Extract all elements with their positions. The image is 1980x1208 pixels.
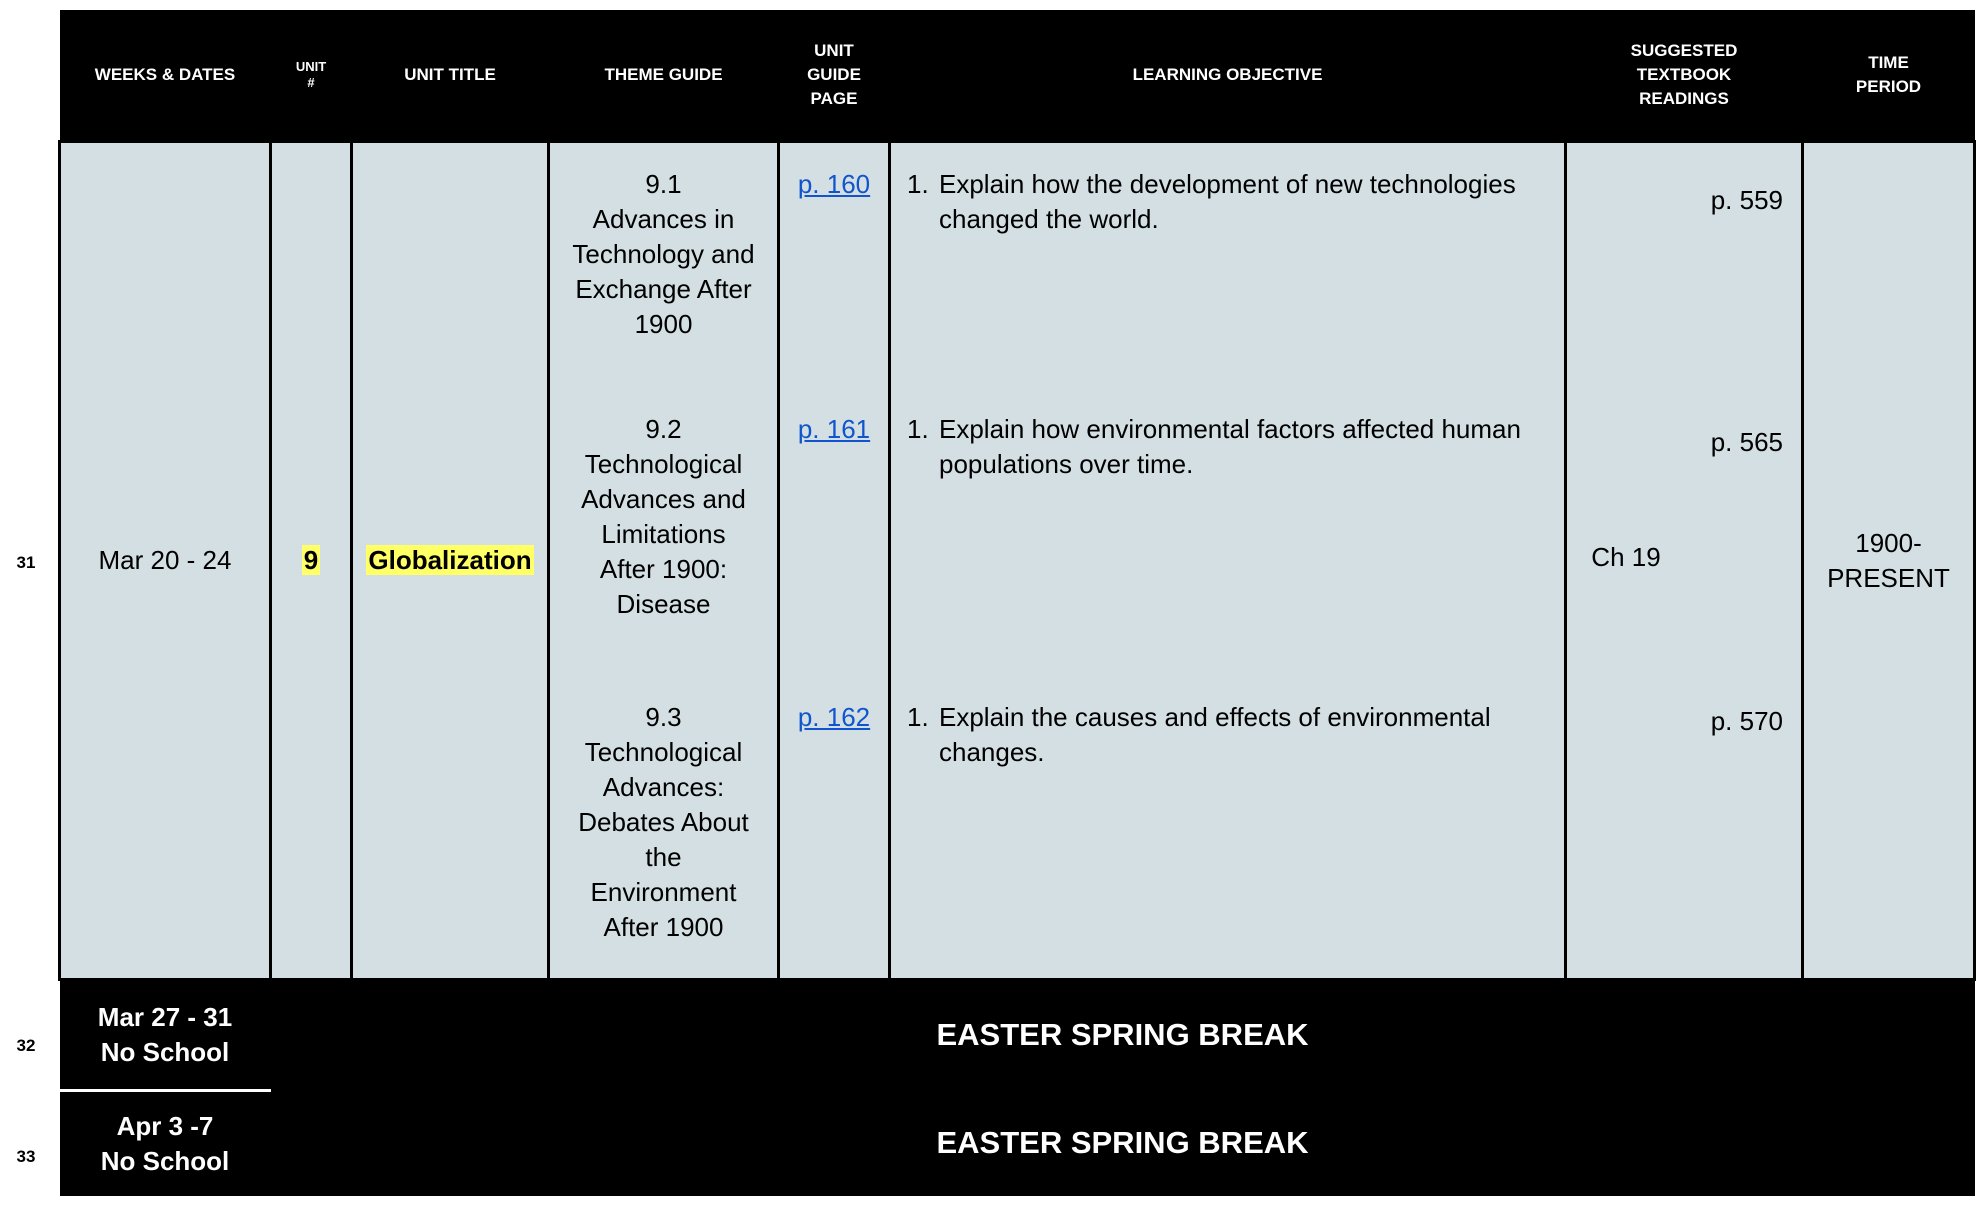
theme-9-2: 9.2 Technological Advances and Limitations After 1900: Disease [581,414,746,619]
header-unit-title: UNIT TITLE [352,10,549,142]
unit-title-cell [352,142,549,980]
week-31-row [60,142,1975,980]
chapter-label: Ch 19 [1591,542,1661,572]
header-textbook-readings: SUGGESTED TEXTBOOK READINGS [1566,10,1803,142]
unit-title: Globalization [368,545,532,575]
guide-page-link-162[interactable]: p. 162 [797,702,871,732]
header-unit-number: UNIT # [271,10,352,142]
textbook-readings-cell [1566,142,1803,980]
reading-page: p. 565 [1710,427,1783,457]
theme-guide-cell [549,142,779,980]
unit-number: 9 [303,545,319,575]
header-time-period: TIME PERIOD [1803,10,1975,142]
header-theme-guide: THEME GUIDE [549,10,779,142]
break-label: EASTER SPRING BREAK [271,1091,1975,1197]
unit-number-cell [271,142,352,980]
row-number-32: 32 [16,1036,36,1055]
schedule-table [58,10,1976,1196]
row-number-31: 31 [16,553,36,572]
reading-page: p. 570 [1710,706,1783,736]
theme-9-1: 9.1 Advances in Technology and Exchange After 1900 [572,169,755,339]
header-unit-guide-page: UNIT GUIDE PAGE [779,10,890,142]
header-learning-objective: LEARNING OBJECTIVE [890,10,1566,142]
time-period-cell: 1900- PRESENT [1803,142,1975,980]
guide-page-link-161[interactable]: p. 161 [797,414,871,444]
guide-page-cell [779,142,890,980]
guide-page-link-160[interactable]: p. 160 [797,169,871,199]
reading-page: p. 559 [1710,185,1783,215]
learning-objective-cell [890,142,1566,980]
row-number-33: 33 [16,1147,36,1166]
objective-item: 1. Explain the causes and effects of environmental changes. [907,702,1491,767]
week-32-dates: Mar 27 - 31 No School [60,980,271,1091]
week-33-dates: Apr 3 -7 No School [60,1091,271,1197]
theme-9-3: 9.3 Technological Advances: Debates About the Environment After 1900 [578,702,749,942]
header-row [60,10,1975,142]
week-33-row [60,1091,1975,1197]
objective-item: 1. Explain how the development of new technologies changed the world. [907,169,1516,234]
objective-item: 1. Explain how environmental factors affected human populations over time. [907,414,1521,479]
header-weeks-dates: WEEKS & DATES [60,10,271,142]
week-dates: Mar 20 - 24 [60,142,271,980]
week-32-row [60,980,1975,1091]
break-label: EASTER SPRING BREAK [271,980,1975,1091]
